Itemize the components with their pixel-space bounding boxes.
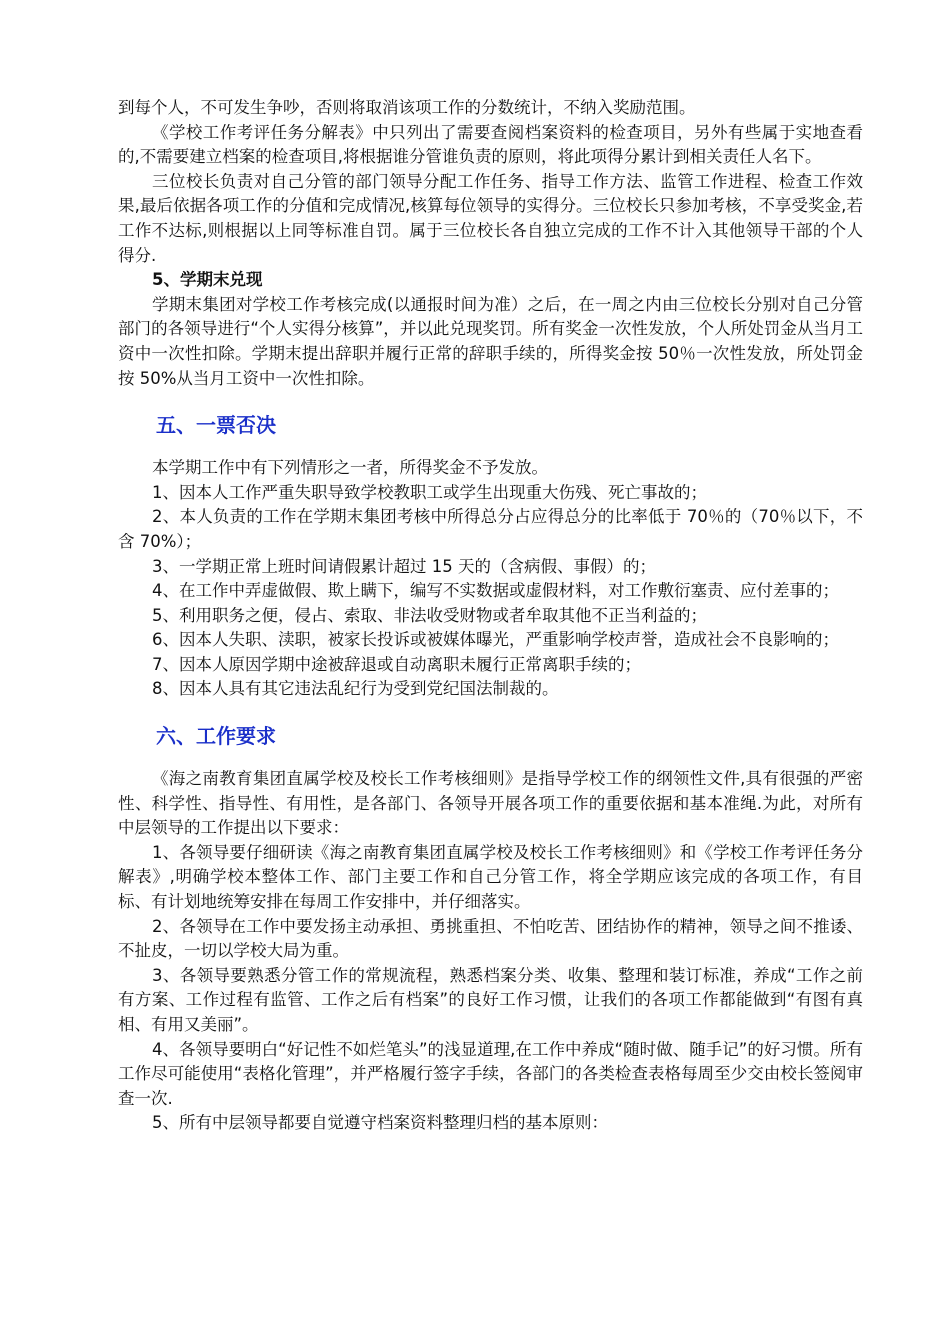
document-body: [118, 96, 863, 1136]
list-item: 3、一学期正常上班时间请假累计超过 15 天的（含病假、事假）的；: [152, 556, 656, 576]
list-item: 8、因本人具有其它违法乱纪行为受到党纪国法制裁的。: [152, 679, 559, 699]
section-title-requirements: 六、工作要求: [156, 724, 276, 749]
section-title-veto: 五、一票否决: [156, 413, 276, 438]
list-item: 4、各领导要明白“好记性不如烂笔头”的浅显道理,在工作中养成“随时做、随手记”的好习惯。所有工作尽可能使用“表格化管理”，并严格履行签字手续，各部门的各类检查表格每周至少交由校长签阅审查一次.: [118, 1039, 863, 1108]
list-item: 2、本人负责的工作在学期末集团考核中所得总分占应得总分的比率低于 70％的（70％以下，不含 70%）；: [118, 507, 863, 551]
list-item: 1、因本人工作严重失职导致学校教职工或学生出现重大伤残、死亡事故的；: [152, 482, 707, 502]
subheading-semester-end: 5、学期末兑现: [152, 270, 263, 290]
list-item: 4、在工作中弄虚做假、欺上瞒下，编写不实数据或虚假材料，对工作敷衍塞责、应付差事的；: [152, 581, 839, 601]
paragraph: 学期末集团对学校工作考核完成(以通报时间为准）之后，在一周之内由三位校长分别对自己分管部门的各领导进行“个人实得分核算”，并以此兑现奖罚。所有奖金一次性发放，个人所处罚金从当月工资中一次性扣除。学期末提出辞职并履行正常的辞职手续的，所得奖金按 50％一次性发放，所处罚金按 50%从当月工资中一次性扣除。: [118, 294, 863, 388]
list-item: 5、利用职务之便，侵占、索取、非法收受财物或者牟取其他不正当利益的；: [152, 605, 707, 625]
list-item: 3、各领导要熟悉分管工作的常规流程，熟悉档案分类、收集、整理和装订标准，养成“工作之前有方案、工作过程有监管、工作之后有档案”的良好工作习惯，让我们的各项工作都能做到“有图有真相、有用又美丽”。: [118, 965, 863, 1034]
list-item: 6、因本人失职、渎职，被家长投诉或被媒体曝光，严重影响学校声誉，造成社会不良影响的；: [152, 630, 839, 650]
paragraph: 到每个人，不可发生争吵，否则将取消该项工作的分数统计，不纳入奖励范围。: [118, 98, 696, 117]
paragraph: 《学校工作考评任务分解表》中只列出了需要查阅档案资料的检查项目，另外有些属于实地查看的,不需要建立档案的检查项目,将根据谁分管谁负责的原则，将此项得分累计到相关责任人名下。: [118, 122, 863, 167]
paragraph: 三位校长负责对自己分管的部门领导分配工作任务、指导工作方法、监管工作进程、检查工作效果,最后依据各项工作的分值和完成情况,核算每位领导的实得分。三位校长只参加考核，不享受奖金,若工作不达标,则根据以上同等标准自罚。属于三位校长各自独立完成的工作不计入其他领导干部的个人得分.: [118, 171, 863, 265]
section-intro: 本学期工作中有下列情形之一者，所得奖金不予发放。: [152, 458, 548, 478]
list-item: 7、因本人原因学期中途被辞退或自动离职未履行正常离职手续的；: [152, 654, 641, 674]
section-intro: 《海之南教育集团直属学校及校长工作考核细则》是指导学校工作的纲领性文件,具有很强的严密性、科学性、指导性、有用性，是各部门、各领导开展各项工作的重要依据和基本准绳.为此，对所有中层领导的工作提出以下要求：: [118, 769, 863, 838]
list-item: 2、各领导在工作中要发扬主动承担、勇挑重担、不怕吃苦、团结协作的精神，领导之间不推诿、不扯皮，一切以学校大局为重。: [118, 916, 863, 961]
list-item: 5、所有中层领导都要自觉遵守档案资料整理归档的基本原则：: [152, 1113, 608, 1133]
list-item: 1、各领导要仔细研读《海之南教育集团直属学校及校长工作考核细则》和《学校工作考评任务分解表》,明确学校本整体工作、部门主要工作和自己分管工作，将全学期应该完成的各项工作，有目标、有计划地统筹安排在每周工作安排中，并仔细落实。: [118, 842, 863, 912]
